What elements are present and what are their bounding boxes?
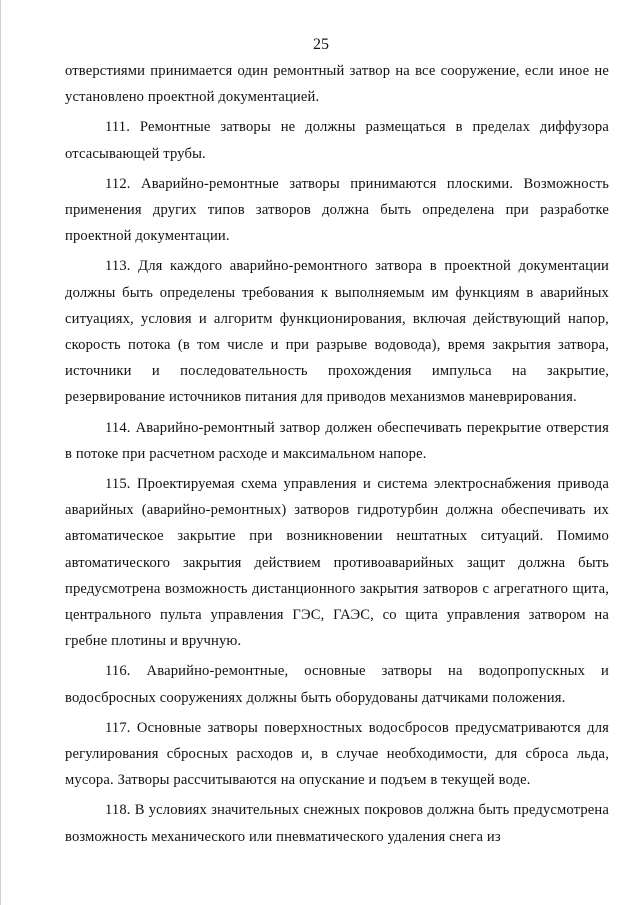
paragraph-111: 111. Ремонтные затворы не должны размещаться в пределах диффузора отсасывающей трубы. (65, 119, 609, 162)
paragraph-116: 116. Аварийно-ремонтные, основные затворы на водопропускных и водосбросных сооружениях должны быть оборудованы датчиками положения. (65, 663, 609, 706)
paragraph-112: 112. Аварийно-ремонтные затворы принимаются плоскими. Возможность применения других типов затворов должна быть определена при разработке проектной документации. (65, 175, 609, 245)
paragraph-115: 115. Проектируемая схема управления и система электроснабжения привода аварийных (аварийно-ремонтных) затворов гидротурбин должна обеспечивать их автоматическое закрытие при возникновении нештатных ситуаций. Помимо автоматического закрытия действием противоаварийных защит должна быть предусмотрена возможность дистанционного закрытия затворов с агрегатного щита, центрального пульта управления ГЭС, ГАЭС, со щита управления затвором на гребне плотины и вручную. (65, 476, 609, 650)
page-text (65, 58, 609, 854)
paragraph-117: 117. Основные затворы поверхностных водосбросов предусматриваются для регулирования сбросных расходов и, в случае необходимости, для сброса льда, мусора. Затворы рассчитываются на опускание и подъем в текущей воде. (65, 719, 609, 789)
paragraph-continuation: отверстиями принимается один ремонтный затвор на все сооружение, если иное не установлено проектной документацией. (65, 63, 609, 106)
paragraph-113: 113. Для каждого аварийно-ремонтного затвора в проектной документации должны быть определены требования к выполняемым им функциям в аварийных ситуациях, условия и алгоритм функционирования, включая действующий напор, скорость потока (в том числе и при разрыве водовода), время закрытия затвора, источники и последовательность прохождения импульса на закрытие, резервирование источников питания для приводов механизмов маневрирования. (65, 258, 609, 406)
paragraph-118: 118. В условиях значительных снежных покровов должна быть предусмотрена возможность механического или пневматического удаления снега из (65, 802, 609, 845)
paragraph-114: 114. Аварийно-ремонтный затвор должен обеспечивать перекрытие отверстия в потоке при расчетном расходе и максимальном напоре. (65, 419, 609, 462)
page-number: 25 (313, 36, 329, 53)
